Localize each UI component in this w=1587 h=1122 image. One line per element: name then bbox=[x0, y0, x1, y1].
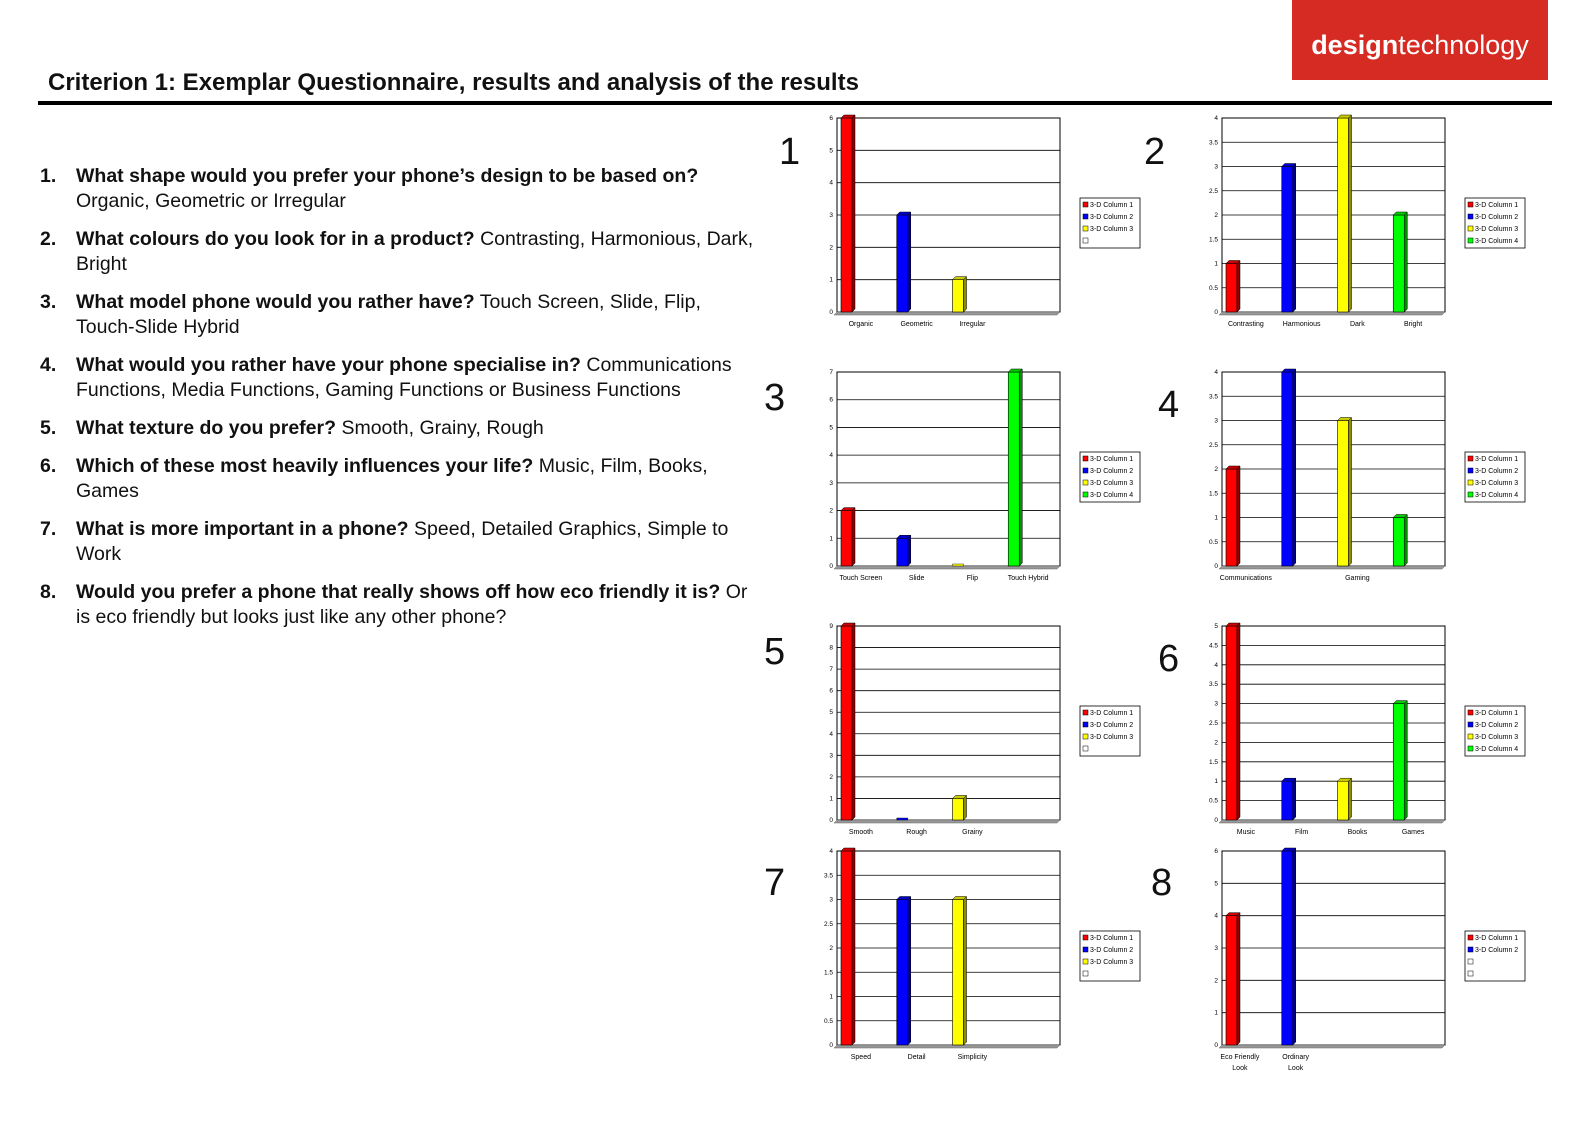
bar bbox=[1282, 372, 1293, 566]
legend-label: 3-D Column 2 bbox=[1090, 947, 1134, 954]
question-item bbox=[40, 454, 760, 504]
y-tick-label: 4 bbox=[829, 179, 833, 187]
y-tick-label: 5 bbox=[829, 424, 833, 432]
question-text: What texture do you prefer? bbox=[76, 417, 337, 439]
bar-side bbox=[1237, 466, 1240, 566]
x-tick-label: Eco Friendly bbox=[1220, 1054, 1260, 1061]
y-tick-label: 4 bbox=[829, 848, 833, 855]
chart-floor bbox=[834, 312, 1060, 315]
y-tick-label: 3.5 bbox=[823, 872, 833, 880]
y-tick-label: 3.5 bbox=[1208, 139, 1218, 147]
y-tick-label: 2 bbox=[1214, 977, 1218, 985]
chart-8 bbox=[1200, 845, 1530, 1071]
y-tick-label: 9 bbox=[829, 623, 833, 630]
chart-floor bbox=[1219, 1045, 1445, 1048]
x-tick-label: Geometric bbox=[900, 321, 933, 328]
y-tick-label: 0 bbox=[829, 563, 833, 570]
bar bbox=[1226, 626, 1237, 820]
bar-side bbox=[1293, 848, 1296, 1045]
y-tick-label: 2 bbox=[829, 244, 833, 252]
y-tick-label: 1 bbox=[829, 535, 833, 543]
y-tick-label: 2.5 bbox=[1208, 720, 1218, 727]
question-answers: Or is eco friendly but looks just like any other phone? bbox=[76, 581, 748, 628]
y-tick-label: 5 bbox=[1214, 623, 1218, 630]
bar bbox=[1226, 469, 1237, 566]
y-tick-label: 0.5 bbox=[1208, 538, 1218, 546]
chart-number: 4 bbox=[1158, 384, 1180, 426]
x-tick-label: Look bbox=[1288, 1065, 1304, 1071]
question-text: What colours do you look for in a product? bbox=[76, 228, 475, 250]
x-tick-label: Grainy bbox=[962, 829, 983, 836]
legend-swatch bbox=[1083, 935, 1088, 940]
y-tick-label: 1 bbox=[1214, 778, 1218, 786]
bar-side bbox=[852, 115, 855, 312]
bar bbox=[897, 818, 908, 820]
bar bbox=[1008, 372, 1019, 566]
chart-number: 5 bbox=[764, 631, 786, 673]
legend-label: 3-D Column 2 bbox=[1090, 722, 1134, 729]
chart-number: 8 bbox=[1151, 862, 1173, 904]
legend-label: 3-D Column 1 bbox=[1090, 935, 1134, 942]
chart-floor bbox=[1219, 820, 1445, 823]
legend-label: 3-D Column 1 bbox=[1475, 710, 1519, 717]
y-tick-label: 6 bbox=[829, 115, 833, 122]
brand-bold-text: design bbox=[1311, 30, 1399, 60]
question-item bbox=[40, 290, 760, 340]
y-tick-label: 4.5 bbox=[1208, 642, 1218, 650]
legend-label: 3-D Column 1 bbox=[1475, 202, 1519, 209]
legend-label: 3-D Column 3 bbox=[1475, 480, 1519, 487]
x-tick-label: Ordinary bbox=[1282, 1054, 1310, 1061]
question-item bbox=[40, 416, 760, 441]
legend-swatch bbox=[1083, 238, 1088, 243]
question-text: What shape would you prefer your phone’s design to be based on? bbox=[76, 165, 699, 187]
bar bbox=[1338, 781, 1349, 820]
x-tick-label: Speed bbox=[850, 1054, 871, 1061]
legend-label: 3-D Column 1 bbox=[1090, 710, 1134, 717]
x-tick-label: Music bbox=[1236, 829, 1256, 836]
y-tick-label: 2.5 bbox=[823, 920, 833, 928]
y-tick-label: 2 bbox=[1214, 739, 1218, 747]
legend-label: 3-D Column 2 bbox=[1090, 468, 1134, 475]
legend-label: 3-D Column 1 bbox=[1475, 935, 1519, 942]
legend-swatch bbox=[1083, 456, 1088, 461]
y-tick-label: 3 bbox=[829, 212, 833, 219]
y-tick-label: 3 bbox=[829, 752, 833, 760]
x-tick-label: Communications bbox=[1219, 575, 1272, 582]
legend-swatch bbox=[1468, 468, 1473, 473]
legend-swatch bbox=[1468, 480, 1473, 485]
bar-side bbox=[908, 535, 911, 566]
legend-label: 3-D Column 4 bbox=[1090, 492, 1134, 499]
legend-label: 3-D Column 3 bbox=[1475, 226, 1519, 233]
x-tick-label: Contrasting bbox=[1227, 321, 1264, 328]
legend-label: 3-D Column 4 bbox=[1475, 492, 1519, 499]
y-tick-label: 4 bbox=[1214, 369, 1218, 376]
legend-swatch bbox=[1468, 238, 1473, 243]
legend-swatch bbox=[1468, 971, 1473, 976]
legend-swatch bbox=[1468, 722, 1473, 727]
bar-side bbox=[1237, 623, 1240, 820]
bar-side bbox=[1349, 115, 1352, 312]
y-tick-label: 2 bbox=[829, 507, 833, 515]
question-answers: Communications Functions, Media Functions, Gaming Functions or Business Functions bbox=[76, 354, 732, 401]
legend-swatch bbox=[1083, 959, 1088, 964]
y-tick-label: 2 bbox=[829, 773, 833, 781]
question-item bbox=[40, 517, 760, 567]
chart-floor bbox=[834, 566, 1060, 569]
legend-swatch bbox=[1083, 722, 1088, 727]
y-tick-label: 3 bbox=[829, 479, 833, 487]
question-answers: Touch Screen, Slide, Flip, Touch-Slide Hybrid bbox=[76, 291, 701, 338]
bar-side bbox=[1293, 778, 1296, 820]
legend-label: 3-D Column 4 bbox=[1475, 238, 1519, 245]
legend-label: 3-D Column 3 bbox=[1090, 734, 1134, 741]
legend-label: 3-D Column 1 bbox=[1090, 202, 1134, 209]
legend-swatch bbox=[1083, 947, 1088, 952]
question-number: 6. bbox=[40, 455, 57, 477]
bar bbox=[897, 900, 908, 1046]
bar-side bbox=[1293, 369, 1296, 566]
legend-swatch bbox=[1468, 947, 1473, 952]
y-tick-label: 1.5 bbox=[1208, 490, 1218, 498]
plot-area bbox=[837, 372, 1060, 566]
chart-3 bbox=[815, 366, 1145, 592]
x-tick-label: Bright bbox=[1403, 321, 1423, 328]
y-tick-label: 0.5 bbox=[1208, 797, 1218, 805]
bar-side bbox=[1293, 164, 1296, 313]
bar-side bbox=[1349, 778, 1352, 820]
bar-side bbox=[1404, 701, 1407, 820]
y-tick-label: 1.5 bbox=[823, 969, 833, 977]
y-tick-label: 3 bbox=[1214, 700, 1218, 708]
bar-side bbox=[964, 897, 967, 1046]
bar bbox=[897, 215, 908, 312]
x-tick-label: Look bbox=[1232, 1065, 1248, 1071]
legend-label: 3-D Column 2 bbox=[1475, 722, 1519, 729]
legend-swatch bbox=[1468, 710, 1473, 715]
legend-swatch bbox=[1468, 959, 1473, 964]
y-tick-label: 0 bbox=[1214, 563, 1218, 570]
bar-side bbox=[908, 897, 911, 1046]
legend-label: 3-D Column 1 bbox=[1090, 456, 1134, 463]
bar-side bbox=[964, 795, 967, 820]
legend-label: 3-D Column 2 bbox=[1475, 468, 1519, 475]
y-tick-label: 1 bbox=[1214, 514, 1218, 522]
legend-swatch bbox=[1083, 468, 1088, 473]
y-tick-label: 6 bbox=[829, 396, 833, 404]
plot-area bbox=[837, 626, 1060, 820]
y-tick-label: 3 bbox=[1214, 163, 1218, 171]
bar bbox=[953, 798, 964, 820]
y-tick-label: 8 bbox=[829, 644, 833, 652]
bar bbox=[841, 626, 852, 820]
chart-floor bbox=[1219, 566, 1445, 569]
y-tick-label: 0.5 bbox=[823, 1017, 833, 1025]
legend-swatch bbox=[1468, 935, 1473, 940]
bar-side bbox=[1237, 261, 1240, 313]
bar bbox=[953, 900, 964, 1046]
chart-5 bbox=[815, 620, 1145, 846]
legend-swatch bbox=[1083, 492, 1088, 497]
y-tick-label: 1 bbox=[1214, 260, 1218, 268]
bar bbox=[1282, 781, 1293, 820]
y-tick-label: 2.5 bbox=[1208, 441, 1218, 449]
question-item bbox=[40, 353, 760, 403]
question-item bbox=[40, 580, 760, 630]
y-tick-label: 4 bbox=[829, 730, 833, 738]
chart-number: 2 bbox=[1144, 131, 1166, 173]
y-tick-label: 1 bbox=[829, 795, 833, 803]
y-tick-label: 0 bbox=[1214, 1042, 1218, 1049]
y-tick-label: 1 bbox=[829, 993, 833, 1001]
question-text: What would you rather have your phone specialise in? bbox=[76, 354, 581, 376]
legend-swatch bbox=[1083, 734, 1088, 739]
y-tick-label: 4 bbox=[1214, 661, 1218, 669]
legend-swatch bbox=[1468, 456, 1473, 461]
legend-swatch bbox=[1468, 492, 1473, 497]
y-tick-label: 2 bbox=[1214, 466, 1218, 473]
legend-swatch bbox=[1083, 710, 1088, 715]
bar bbox=[1282, 851, 1293, 1045]
question-number: 5. bbox=[40, 417, 57, 439]
y-tick-label: 3.5 bbox=[1208, 681, 1218, 689]
legend-label: 3-D Column 2 bbox=[1090, 214, 1134, 221]
bar bbox=[841, 851, 852, 1045]
bar bbox=[1282, 167, 1293, 313]
y-tick-label: 7 bbox=[829, 369, 833, 376]
chart-1 bbox=[815, 112, 1145, 338]
y-tick-label: 1.5 bbox=[1208, 758, 1218, 766]
y-tick-label: 1 bbox=[829, 276, 833, 284]
bar bbox=[953, 280, 964, 312]
chart-number: 7 bbox=[764, 862, 786, 904]
bar bbox=[841, 511, 852, 566]
title-divider bbox=[38, 101, 1552, 105]
question-text: Which of these most heavily influences your life? bbox=[76, 455, 534, 477]
y-tick-label: 1.5 bbox=[1208, 236, 1218, 244]
chart-4 bbox=[1200, 366, 1530, 592]
bar bbox=[1393, 215, 1404, 312]
legend-swatch bbox=[1083, 480, 1088, 485]
question-number: 8. bbox=[40, 581, 57, 603]
legend-swatch bbox=[1468, 746, 1473, 751]
y-tick-label: 4 bbox=[1214, 115, 1218, 122]
x-tick-label: Gaming bbox=[1345, 575, 1370, 582]
bar bbox=[1338, 421, 1349, 567]
question-list bbox=[40, 164, 760, 643]
question-item bbox=[40, 227, 760, 277]
legend-swatch bbox=[1468, 226, 1473, 231]
question-number: 1. bbox=[40, 165, 57, 187]
bar bbox=[1393, 518, 1404, 567]
bar bbox=[953, 564, 964, 566]
y-tick-label: 4 bbox=[1214, 912, 1218, 920]
y-tick-label: 5 bbox=[829, 709, 833, 717]
y-tick-label: 2.5 bbox=[1208, 187, 1218, 195]
question-text: What model phone would you rather have? bbox=[76, 291, 475, 313]
bar-side bbox=[852, 508, 855, 566]
bar-side bbox=[1019, 369, 1022, 566]
x-tick-label: Flip bbox=[966, 575, 979, 582]
x-tick-label: Film bbox=[1295, 829, 1309, 836]
y-tick-label: 5 bbox=[1214, 880, 1218, 888]
y-tick-label: 2 bbox=[1214, 212, 1218, 219]
bar-side bbox=[1237, 913, 1240, 1045]
page-title: Criterion 1: Exemplar Questionnaire, results and analysis of the results bbox=[48, 69, 859, 96]
legend-label: 3-D Column 3 bbox=[1475, 734, 1519, 741]
chart-floor bbox=[834, 1045, 1060, 1048]
bar bbox=[1393, 704, 1404, 820]
x-tick-label: Touch Screen bbox=[839, 575, 883, 582]
legend-swatch bbox=[1468, 202, 1473, 207]
bar bbox=[1338, 118, 1349, 312]
bar bbox=[1226, 264, 1237, 313]
brand-logo bbox=[1292, 0, 1548, 80]
chart-number: 6 bbox=[1158, 638, 1180, 680]
bar bbox=[897, 538, 908, 566]
legend-label: 3-D Column 2 bbox=[1475, 214, 1519, 221]
y-tick-label: 0 bbox=[1214, 817, 1218, 824]
bar bbox=[841, 118, 852, 312]
question-answers: Smooth, Grainy, Rough bbox=[341, 417, 544, 439]
legend-label: 3-D Column 3 bbox=[1090, 959, 1134, 966]
bar-side bbox=[964, 277, 967, 312]
x-tick-label: Rough bbox=[906, 829, 927, 836]
y-tick-label: 0.5 bbox=[1208, 284, 1218, 292]
chart-7 bbox=[815, 845, 1145, 1071]
chart-number: 1 bbox=[779, 131, 801, 173]
chart-2 bbox=[1200, 112, 1530, 338]
x-tick-label: Touch Hybrid bbox=[1007, 575, 1049, 582]
x-tick-label: Games bbox=[1401, 829, 1425, 836]
y-tick-label: 1 bbox=[1214, 1009, 1218, 1017]
y-tick-label: 0 bbox=[1214, 309, 1218, 316]
x-tick-label: Detail bbox=[907, 1054, 926, 1061]
bar-side bbox=[1349, 418, 1352, 567]
y-tick-label: 0 bbox=[829, 309, 833, 316]
y-tick-label: 5 bbox=[829, 147, 833, 155]
legend-swatch bbox=[1083, 971, 1088, 976]
legend-label: 3-D Column 1 bbox=[1475, 456, 1519, 463]
legend-label: 3-D Column 4 bbox=[1475, 746, 1519, 753]
bar-side bbox=[1404, 212, 1407, 312]
legend-swatch bbox=[1468, 734, 1473, 739]
y-tick-label: 2 bbox=[829, 945, 833, 952]
bar-side bbox=[1404, 515, 1407, 567]
question-answers: Speed, Detailed Graphics, Simple to Work bbox=[76, 518, 729, 565]
chart-number: 3 bbox=[764, 377, 786, 419]
question-text: What is more important in a phone? bbox=[76, 518, 409, 540]
question-text: Would you prefer a phone that really shows off how eco friendly it is? bbox=[76, 581, 721, 603]
question-number: 7. bbox=[40, 518, 57, 540]
chart-6 bbox=[1200, 620, 1530, 846]
y-tick-label: 4 bbox=[829, 452, 833, 460]
chart-floor bbox=[834, 820, 1060, 823]
question-answers: Contrasting, Harmonious, Dark, Bright bbox=[76, 228, 754, 275]
y-tick-label: 6 bbox=[829, 687, 833, 695]
bar-side bbox=[852, 623, 855, 820]
legend-swatch bbox=[1083, 202, 1088, 207]
y-tick-label: 3 bbox=[1214, 945, 1218, 952]
question-number: 3. bbox=[40, 291, 57, 313]
x-tick-label: Harmonious bbox=[1282, 321, 1321, 328]
chart-floor bbox=[1219, 312, 1445, 315]
x-tick-label: Smooth bbox=[848, 829, 873, 836]
y-tick-label: 6 bbox=[1214, 848, 1218, 855]
question-number: 2. bbox=[40, 228, 57, 250]
question-item bbox=[40, 164, 760, 214]
question-number: 4. bbox=[40, 354, 57, 376]
y-tick-label: 3.5 bbox=[1208, 393, 1218, 401]
legend-label: 3-D Column 3 bbox=[1090, 226, 1134, 233]
bar-side bbox=[908, 212, 911, 312]
y-tick-label: 0 bbox=[829, 1042, 833, 1049]
y-tick-label: 0 bbox=[829, 817, 833, 824]
x-tick-label: Simplicity bbox=[957, 1054, 988, 1061]
legend-label: 3-D Column 2 bbox=[1475, 947, 1519, 954]
y-tick-label: 3 bbox=[1214, 417, 1218, 425]
legend-swatch bbox=[1083, 226, 1088, 231]
y-tick-label: 7 bbox=[829, 666, 833, 674]
brand-regular-text: technology bbox=[1398, 30, 1529, 60]
legend-swatch bbox=[1468, 214, 1473, 219]
x-tick-label: Books bbox=[1347, 829, 1368, 836]
bar-side bbox=[852, 848, 855, 1045]
x-tick-label: Irregular bbox=[959, 321, 986, 328]
x-tick-label: Dark bbox=[1349, 321, 1365, 328]
y-tick-label: 3 bbox=[829, 896, 833, 904]
x-tick-label: Organic bbox=[848, 321, 874, 328]
bar bbox=[1226, 916, 1237, 1045]
legend-swatch bbox=[1083, 214, 1088, 219]
x-tick-label: Slide bbox=[908, 575, 925, 582]
legend-swatch bbox=[1083, 746, 1088, 751]
question-answers: Music, Film, Books, Games bbox=[76, 455, 708, 502]
question-answers: Organic, Geometric or Irregular bbox=[76, 190, 346, 212]
legend-label: 3-D Column 3 bbox=[1090, 480, 1134, 487]
